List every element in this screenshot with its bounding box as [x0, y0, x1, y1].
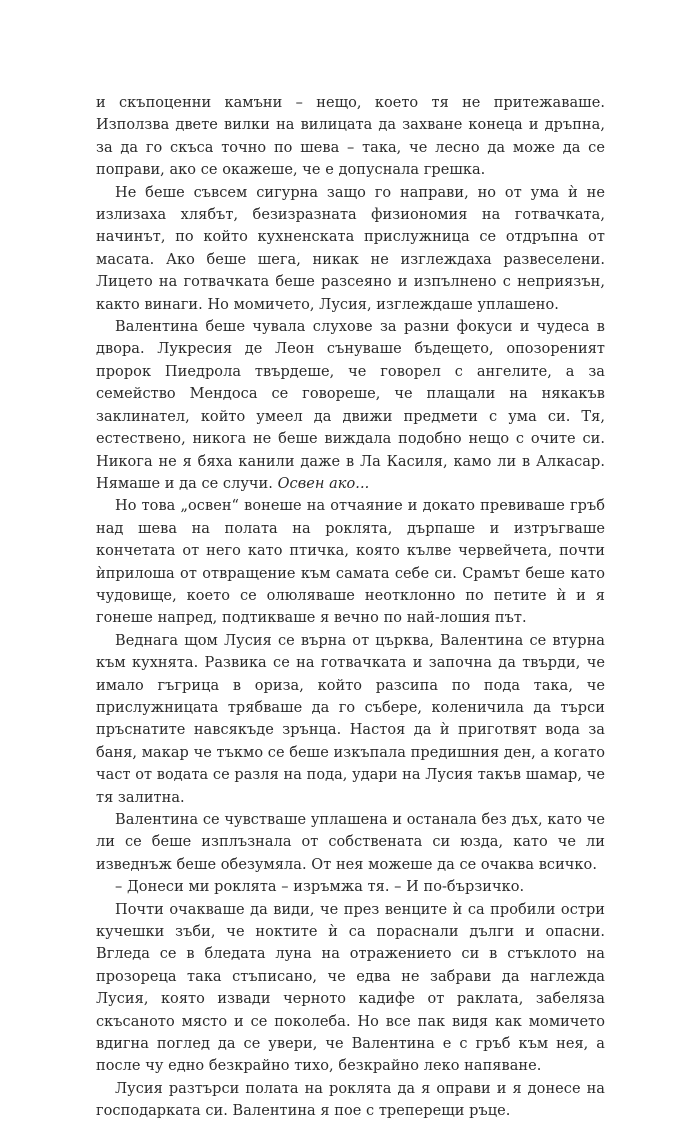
- paragraph-2: Не беше съвсем сигурна защо го направи, но от ума ѝ не излизаха хлябът, безизразната физиономия на готвачката, начинът, по който кухненската прислужница се отдръпна от масата. Ако беше шега, никак не изглеждаха развеселени. Лицето на готвачката беше разсеяно и изпълнено с неприязън, както винаги. Но момичето, Лусия, изглеждаше уплашено.: [96, 184, 605, 313]
- paragraph-3-italic: Освен ако...: [277, 475, 370, 492]
- paragraph-3: [96, 316, 605, 495]
- paragraph-1: и скъпоценни камъни – нещо, което тя не притежаваше. Използва двете вилки на вилицата да захване конеца и дръпна, за да го скъса точно по шева – така, че лесно да може да се поправи, ако се окажеше, че е допуснала грешка.: [96, 95, 605, 179]
- paragraph-9: Лусия разтърси полата на роклята да я оправи и я донесе на господарката си. Валентина я пое с треперещи ръце.: [96, 1080, 605, 1120]
- paragraph-4: Но това „освен“ вонеше на отчаяние и докато превиваше гръб над шева на полата на роклята, дърпаше и изтръгваше кончетата от него като птичка, която кълве червейчета, почти ѝприлоша от отвращение към самата себе си. Срамът беше като чудовище, което се олюляваше неотклонно по петите ѝ и я гонеше напред, подтикваше я вечно по най-лошия път.: [96, 498, 605, 627]
- paragraph-5: Веднага щом Лусия се върна от църква, Валентина се втурна към кухнята. Развика се на готвачката и започна да твърди, че имало гъгрица в ориза, който разсипа по пода така, че прислужницата трябваше да го събере, коленичила да търси пръснатите навсякъде зрънца. Настоя да ѝ приготвят вода за баня, макар че тъкмо се беше изкъпала предишния ден, а когато част от водата се разля на пода, удари на Лусия такъв шамар, че тя залитна.: [96, 632, 605, 806]
- body-text: [96, 92, 605, 1123]
- paragraph-7-dialogue: – Донеси ми роклята – изръмжа тя. – И по-бързичко.: [115, 879, 525, 896]
- paragraph-8: Почти очакваше да види, че през венците ѝ са пробили остри кучешки зъби, че ноктите ѝ са пораснали дълги и опасни. Вгледа се в бледата луна на отражението си в стъклото на прозореца така стъписано, че едва не забрави да наглежда Лусия, която извади черното кадифе от раклата, забеляза скъсаното място и се поколеба. Но все пак видя как момичето вдигна поглед да се увери, че Валентина е с гръб към нея, а после чу едно безкрайно тихо, безкрайно леко напяване.: [96, 901, 605, 1075]
- paragraph-3-text: Валентина беше чувала слухове за разни фокуси и чудеса в двора. Лукресия де Леон сънуваше бъдещето, опозореният пророк Пиедрола твърдеше, че говорел с ангелите, а за семейство Мендоса се говореше, че плащали на някакъв заклинател, който умеел да движи предмети с ума си. Тя, естествено, никога не беше виждала подобно нещо с очите си. Никога не я бяха канили даже в Ла Касиля, камо ли в Алкасар. Нямаше и да се случи.: [96, 319, 605, 492]
- paragraph-6: Валентина се чувстваше уплашена и останала без дъх, като че ли се беше изплъзнала от собствената си юзда, като че ли изведнъж беше обезумяла. От нея можеше да се очаква всичко.: [96, 812, 605, 873]
